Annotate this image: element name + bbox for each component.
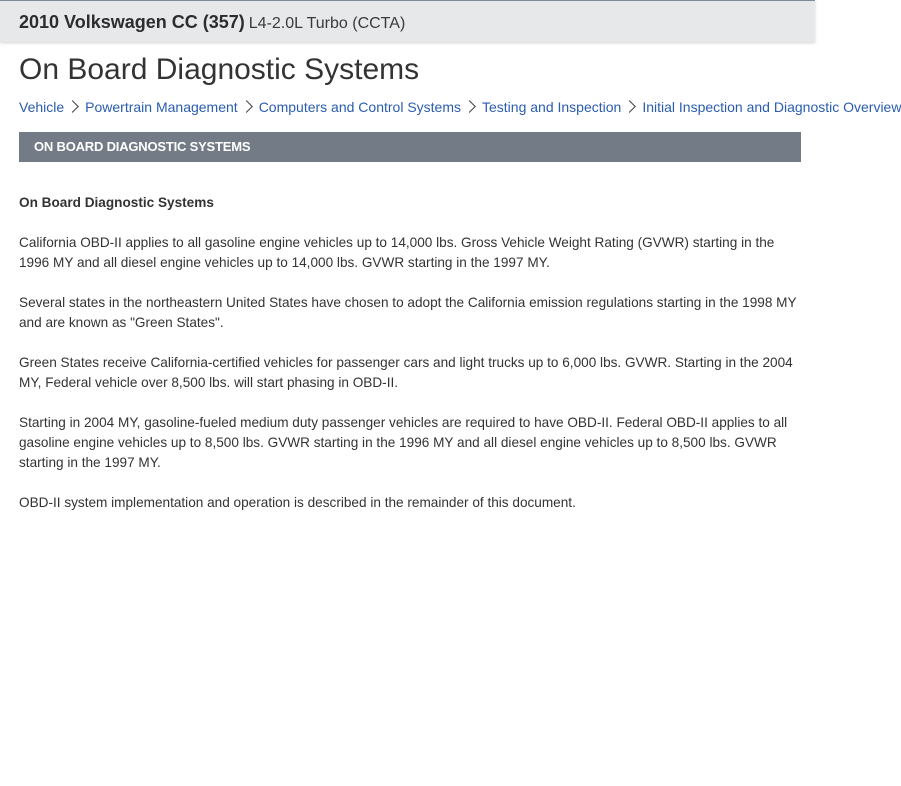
vehicle-header-bar [0, 0, 815, 42]
vehicle-model: 2010 Volkswagen CC (357) [19, 12, 245, 32]
breadcrumb-powertrain-management[interactable]: Powertrain Management [85, 99, 238, 115]
vehicle-title [19, 11, 405, 35]
chevron-right-icon [240, 100, 253, 113]
document-content [19, 193, 804, 533]
chevron-right-icon [623, 100, 636, 113]
chevron-right-icon [66, 100, 79, 113]
paragraph: California OBD-II applies to all gasoline engine vehicles up to 14,000 lbs. Gross Vehicle Weight Rating (GVWR) starting in the 1996 MY and all diesel engine vehicles up to 14,000 lbs. GVWR starting in the 1997 MY. [19, 235, 775, 270]
paragraph: Starting in 2004 MY, gasoline-fueled medium duty passenger vehicles are required to have OBD-II. Federal OBD-II applies to all gasoline engine vehicles up to 8,500 lbs. GVWR starting in the 1996 MY and all diesel engine vehicles up to 8,500 lbs. GVWR starting in the 1997 MY. [19, 415, 788, 470]
chevron-right-icon [463, 100, 476, 113]
breadcrumb-testing-and-inspection[interactable]: Testing and Inspection [482, 99, 622, 115]
vehicle-engine: L4-2.0L Turbo (CCTA) [248, 15, 406, 32]
paragraph: OBD-II system implementation and operation is described in the remainder of this document. [19, 495, 576, 510]
breadcrumb-vehicle[interactable]: Vehicle [19, 99, 65, 115]
breadcrumb-initial-inspection[interactable]: Initial Inspection and Diagnostic Overview [642, 99, 901, 115]
breadcrumb [19, 98, 901, 118]
breadcrumb-computers-and-control-systems[interactable]: Computers and Control Systems [258, 99, 461, 115]
section-header: ON BOARD DIAGNOSTIC SYSTEMS [19, 132, 801, 162]
paragraph: Green States receive California-certified vehicles for passenger cars and light trucks up to 6,000 lbs. GVWR. Starting in the 2004 MY, Federal vehicle over 8,500 lbs. will start phasing in OBD-II. [19, 355, 793, 390]
paragraph: Several states in the northeastern United States have chosen to adopt the California emission regulations starting in the 1998 MY and are known as "Green States". [19, 295, 797, 330]
page-title: On Board Diagnostic Systems [19, 53, 420, 86]
document-heading: On Board Diagnostic Systems [19, 195, 214, 210]
